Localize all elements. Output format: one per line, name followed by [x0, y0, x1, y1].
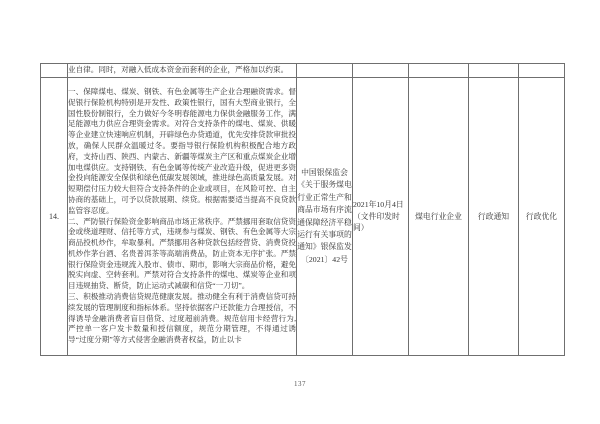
action-nature-cell: 行政优化 — [519, 78, 565, 356]
prev-row-text: 业自律。同时，对融入低成本资金而套利的企业，严格加以约束。 — [68, 65, 289, 75]
action-type-cell: 行政通知 — [469, 78, 519, 356]
measure-paragraph-1: 一、保障煤电、煤炭、钢铁、有色金属等生产企业合理融资需求。督促银行保险机构特别是开发性、政策性银行，国有大型商业银行，全国性股份制银行，全力做好今冬明春能源电力保供金融服务工作，满足能源电力供应合理资金需求。对符合支持条件的煤电、煤炭、供暖等企业建立快速响应机制，开辟绿色办贷通道，优先安排贷款审批投放，确保人民群众温暖过冬。要指导银行保险机构积极配合地方政府，支持山西、陕西、内蒙古、新疆等煤炭主产区和重点煤炭企业增加电煤供应。支持钢铁、有色金属等传统产业改造升级，促进更多资金投向能源安全保供和绿色低碳发展领域，推进绿色高质量发展。对短期偿付压力较大但符合支持条件的企业或项目，在风险可控、自主协商的基础上，可予以贷款展期、续贷。根据需要适当提高不良贷款监管容忍度。 — [68, 86, 296, 215]
prev-row-text-cell — [68, 64, 297, 78]
prev-row-entities-cell — [409, 64, 469, 78]
issue-date-cell: 2021年10月4日（文件印发时间） — [353, 78, 409, 356]
prev-row-date-cell — [353, 64, 409, 78]
prev-row-type-cell — [469, 64, 519, 78]
measures-text-cell — [68, 78, 297, 356]
row-number-cell: 14. — [41, 78, 68, 356]
page-number: 137 — [294, 380, 306, 388]
applicable-entities-cell: 煤电行业企业 — [409, 78, 469, 356]
prev-row-nature-cell — [519, 64, 565, 78]
prev-row-number-cell — [41, 64, 68, 78]
source-document-cell: 中国银保监会《关于服务煤电行业正常生产和商品市场有序流通保障经济平稳运行有关事项的通知》银保监发〔2021〕42号 — [297, 78, 353, 356]
table-row-14 — [41, 78, 565, 356]
measure-paragraph-3: 三、积极推动消费信贷规范健康发展。推动健全有利于消费信贷可持续发展的管理制度和指标体系。坚持依据客户还款能力合理授信，不得诱导金融消费者盲目借贷、过度超前消费。规范信用卡经营行为,严控单一客户发卡数量和授信额度，规范分期管理，不得通过诱导“过度分期”等方式侵害金融消费者权益，防止以卡 — [68, 292, 296, 345]
table-row-previous-continuation — [41, 64, 565, 78]
prev-row-source-cell — [297, 64, 353, 78]
measure-paragraph-2: 二、严防银行保险资金影响商品市场正常秩序。严禁挪用套取信贷资金或绕道理财、信托等方式，违规参与煤炭、钢铁、有色金属等大宗商品投机炒作，牟取暴利。严禁挪用各种贷款包括经营贷、消费贷投机炒作茅台酒、名贵普洱茶等高端消费品，防止资本无序扩张。严禁银行保险资金违规流入股市、债市、期市，影响大宗商品价格，避免脱实向虚、空转套利。严禁对符合支持条件的煤电、煤炭等企业和项目违规抽贷、断贷，防止运动式减碳和信贷“一刀切”。 — [68, 216, 296, 291]
measures-table — [40, 63, 565, 356]
